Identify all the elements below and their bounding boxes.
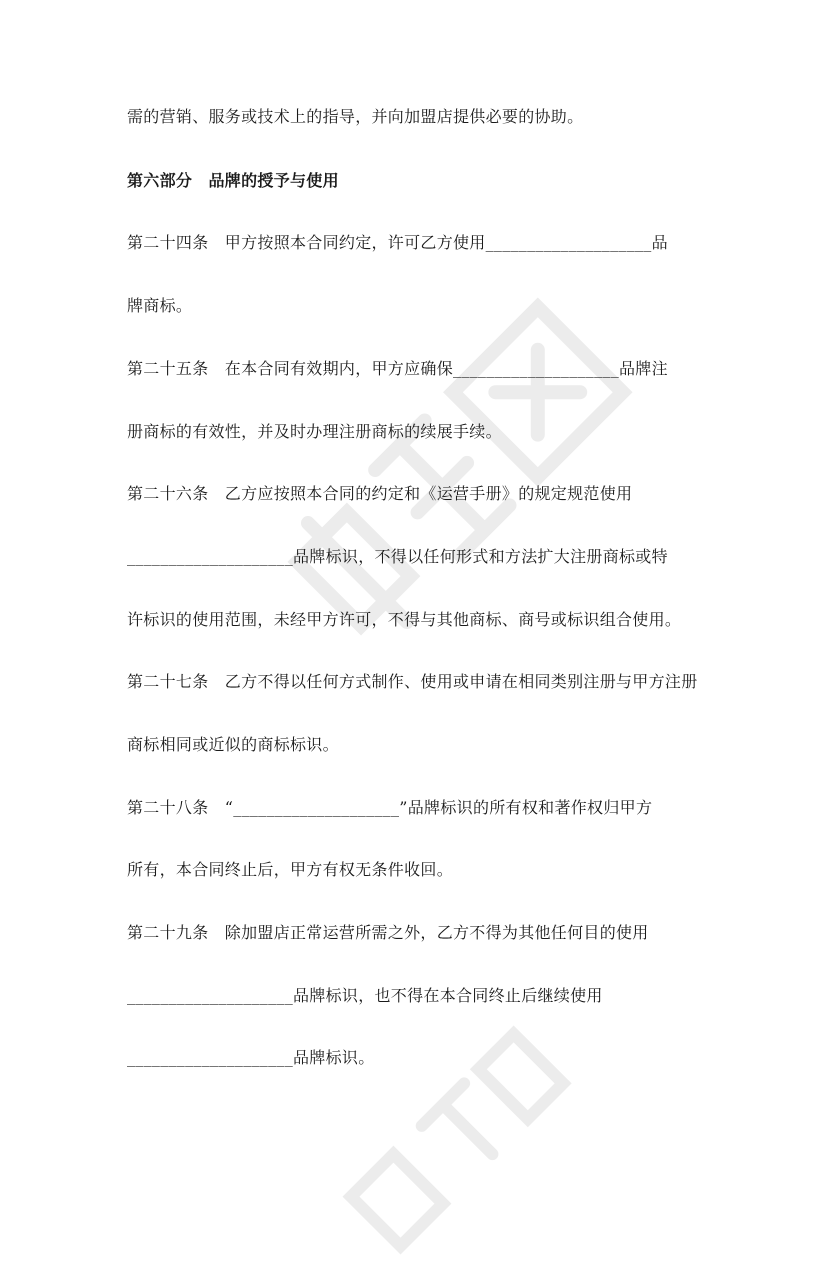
article-27-line-2: 商标相同或近似的商标标识。 — [127, 735, 339, 754]
article-28-line-2: 所有，本合同终止后，甲方有权无条件收回。 — [127, 860, 454, 879]
article-26-line-3: 许标识的使用范围，未经甲方许可，不得与其他商标、商号或标识组合使用。 — [127, 610, 682, 629]
article-26-line-2: ____________________品牌标识，不得以任何形式和方法扩大注册商标或特 — [127, 547, 668, 566]
article-25-line-2: 册商标的有效性，并及时办理注册商标的续展手续。 — [127, 422, 502, 441]
article-24-line-1: 第二十四条 甲方按照本合同约定，许可乙方使用____________________品 — [127, 233, 668, 252]
article-28-line-1: 第二十八条 “____________________”品牌标识的所有权和著作权归甲方 — [127, 798, 653, 817]
text-line: 需的营销、服务或技术上的指导，并向加盟店提供必要的协助。 — [127, 107, 584, 126]
article-27-line-1: 第二十七条 乙方不得以任何方式制作、使用或申请在相同类别注册与甲方注册 — [127, 672, 698, 691]
section-heading: 第六部分 品牌的授予与使用 — [127, 171, 339, 190]
article-24-line-2: 牌商标。 — [127, 296, 193, 315]
article-25-line-1: 第二十五条 在本合同有效期内，甲方应确保____________________品牌注 — [127, 359, 668, 378]
article-29-line-1: 第二十九条 除加盟店正常运营所需之外，乙方不得为其他任何目的使用 — [127, 923, 649, 942]
article-26-line-1: 第二十六条 乙方应按照本合同的约定和《运营手册》的规定规范使用 — [127, 484, 633, 503]
article-29-line-2: ____________________品牌标识，也不得在本合同终止后继续使用 — [127, 986, 603, 1005]
article-29-line-3: ____________________品牌标识。 — [127, 1048, 375, 1067]
watermark-graphic-bottom — [316, 1006, 585, 1274]
